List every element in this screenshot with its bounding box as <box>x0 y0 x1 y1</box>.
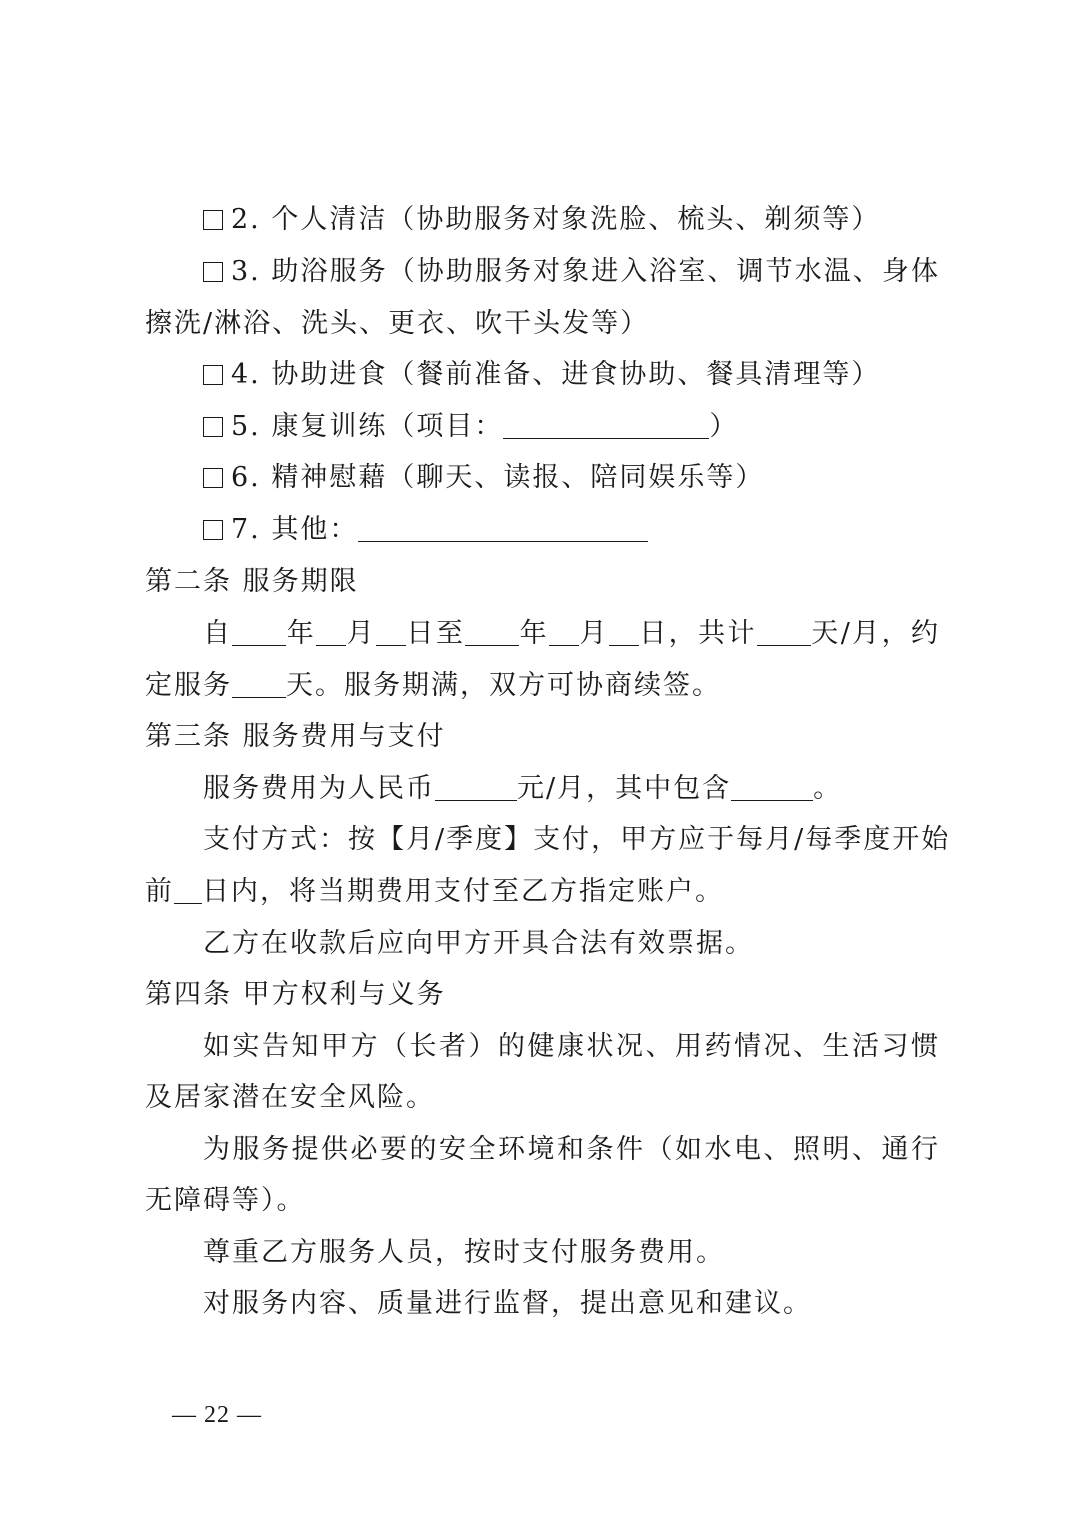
item-text: 精神慰藉（聊天、读报、陪同娱乐等） <box>271 462 765 493</box>
text: 定服务 <box>145 670 232 701</box>
text: 元/月，其中包含 <box>517 773 732 804</box>
text: 自 <box>203 618 233 649</box>
text: 无障碍等）。 <box>145 1185 306 1216</box>
checkbox-icon[interactable] <box>203 365 223 385</box>
item-3 <box>203 254 940 290</box>
payment-line-1 <box>203 822 951 858</box>
text: 及居家潜在安全风险。 <box>145 1082 435 1113</box>
days-blank[interactable] <box>232 671 286 698</box>
item-number: 5. <box>231 411 261 442</box>
article-4-p1-line-1 <box>203 1029 940 1065</box>
amount-blank[interactable] <box>435 774 517 801</box>
item-text: 其他： <box>271 514 359 545</box>
text: 年 <box>519 618 550 649</box>
text: 对服务内容、质量进行监督，提出意见和建议。 <box>203 1288 812 1319</box>
text: 日至 <box>406 618 466 649</box>
item-number: 2. <box>231 204 261 235</box>
item-text: 个人清洁（协助服务对象洗脸、梳头、剃须等） <box>271 204 881 235</box>
other-blank[interactable] <box>358 515 648 542</box>
days-blank[interactable] <box>174 877 202 904</box>
item-6 <box>203 460 764 496</box>
text: 支付方式：按【月/季度】支付，甲方应于每月/每季度开始 <box>203 824 951 855</box>
project-blank[interactable] <box>503 412 709 439</box>
article-2-heading <box>145 564 359 600</box>
text: 前 <box>145 876 174 907</box>
checkbox-icon[interactable] <box>203 210 223 230</box>
day-blank[interactable] <box>609 619 639 646</box>
item-number: 7. <box>231 514 261 545</box>
includes-blank[interactable] <box>731 774 813 801</box>
item-5 <box>203 409 738 445</box>
invoice-line <box>203 926 754 962</box>
text: 年 <box>286 618 317 649</box>
item-4 <box>203 357 880 393</box>
item-7 <box>203 512 648 548</box>
text: 服务费用为人民币 <box>203 773 435 804</box>
item-text: 康复训练（项目： <box>271 411 504 442</box>
article-3-heading <box>145 719 446 755</box>
item-text: 助浴服务（协助服务对象进入浴室、调节水温、身体 <box>271 256 940 287</box>
article-4-p2-line-2 <box>145 1183 306 1219</box>
year-blank[interactable] <box>465 619 519 646</box>
page-number: — 22 — <box>172 1402 262 1428</box>
checkbox-icon[interactable] <box>203 417 223 437</box>
text: 天。服务期满，双方可协商续签。 <box>286 670 721 701</box>
item-2 <box>203 202 880 238</box>
article-2-line-2 <box>145 668 721 704</box>
checkbox-icon[interactable] <box>203 468 223 488</box>
item-number: 3. <box>231 256 261 287</box>
text: 如实告知甲方（长者）的健康状况、用药情况、生活习惯 <box>203 1031 940 1062</box>
heading-text: 第二条 服务期限 <box>145 566 359 597</box>
day-blank[interactable] <box>376 619 406 646</box>
item-text: 协助进食（餐前准备、进食协助、餐具清理等） <box>271 359 881 390</box>
article-4-p2-line-1 <box>203 1132 940 1168</box>
text: 日，共计 <box>638 618 757 649</box>
item-number: 6. <box>231 462 261 493</box>
text: 月 <box>346 618 377 649</box>
text: 。 <box>813 773 843 804</box>
text: 月 <box>579 618 609 649</box>
text: 日内，将当期费用支付至乙方指定账户。 <box>202 876 724 907</box>
text: 乙方在收款后应向甲方开具合法有效票据。 <box>203 928 754 959</box>
fee-line <box>203 771 842 807</box>
article-4-p1-line-2 <box>145 1080 435 1116</box>
month-blank[interactable] <box>316 619 346 646</box>
article-4-heading <box>145 977 446 1013</box>
payment-line-2 <box>145 874 724 910</box>
item-number: 4. <box>231 359 261 390</box>
article-4-p3 <box>203 1235 725 1271</box>
item-3-continued <box>145 306 649 342</box>
article-4-p4 <box>203 1286 812 1322</box>
text: 天/月，约 <box>810 618 941 649</box>
item-text: 擦洗/淋浴、洗头、更衣、吹干头发等） <box>145 308 650 339</box>
item-text-end: ） <box>709 411 739 442</box>
heading-text: 第三条 服务费用与支付 <box>145 721 446 752</box>
year-blank[interactable] <box>232 619 286 646</box>
text: 为服务提供必要的安全环境和条件（如水电、照明、通行 <box>203 1134 940 1165</box>
checkbox-icon[interactable] <box>203 262 223 282</box>
text: 尊重乙方服务人员，按时支付服务费用。 <box>203 1237 725 1268</box>
article-2-line-1 <box>203 616 940 652</box>
checkbox-icon[interactable] <box>203 520 223 540</box>
frequency-blank[interactable] <box>757 619 811 646</box>
month-blank[interactable] <box>549 619 579 646</box>
heading-text: 第四条 甲方权利与义务 <box>145 979 446 1010</box>
